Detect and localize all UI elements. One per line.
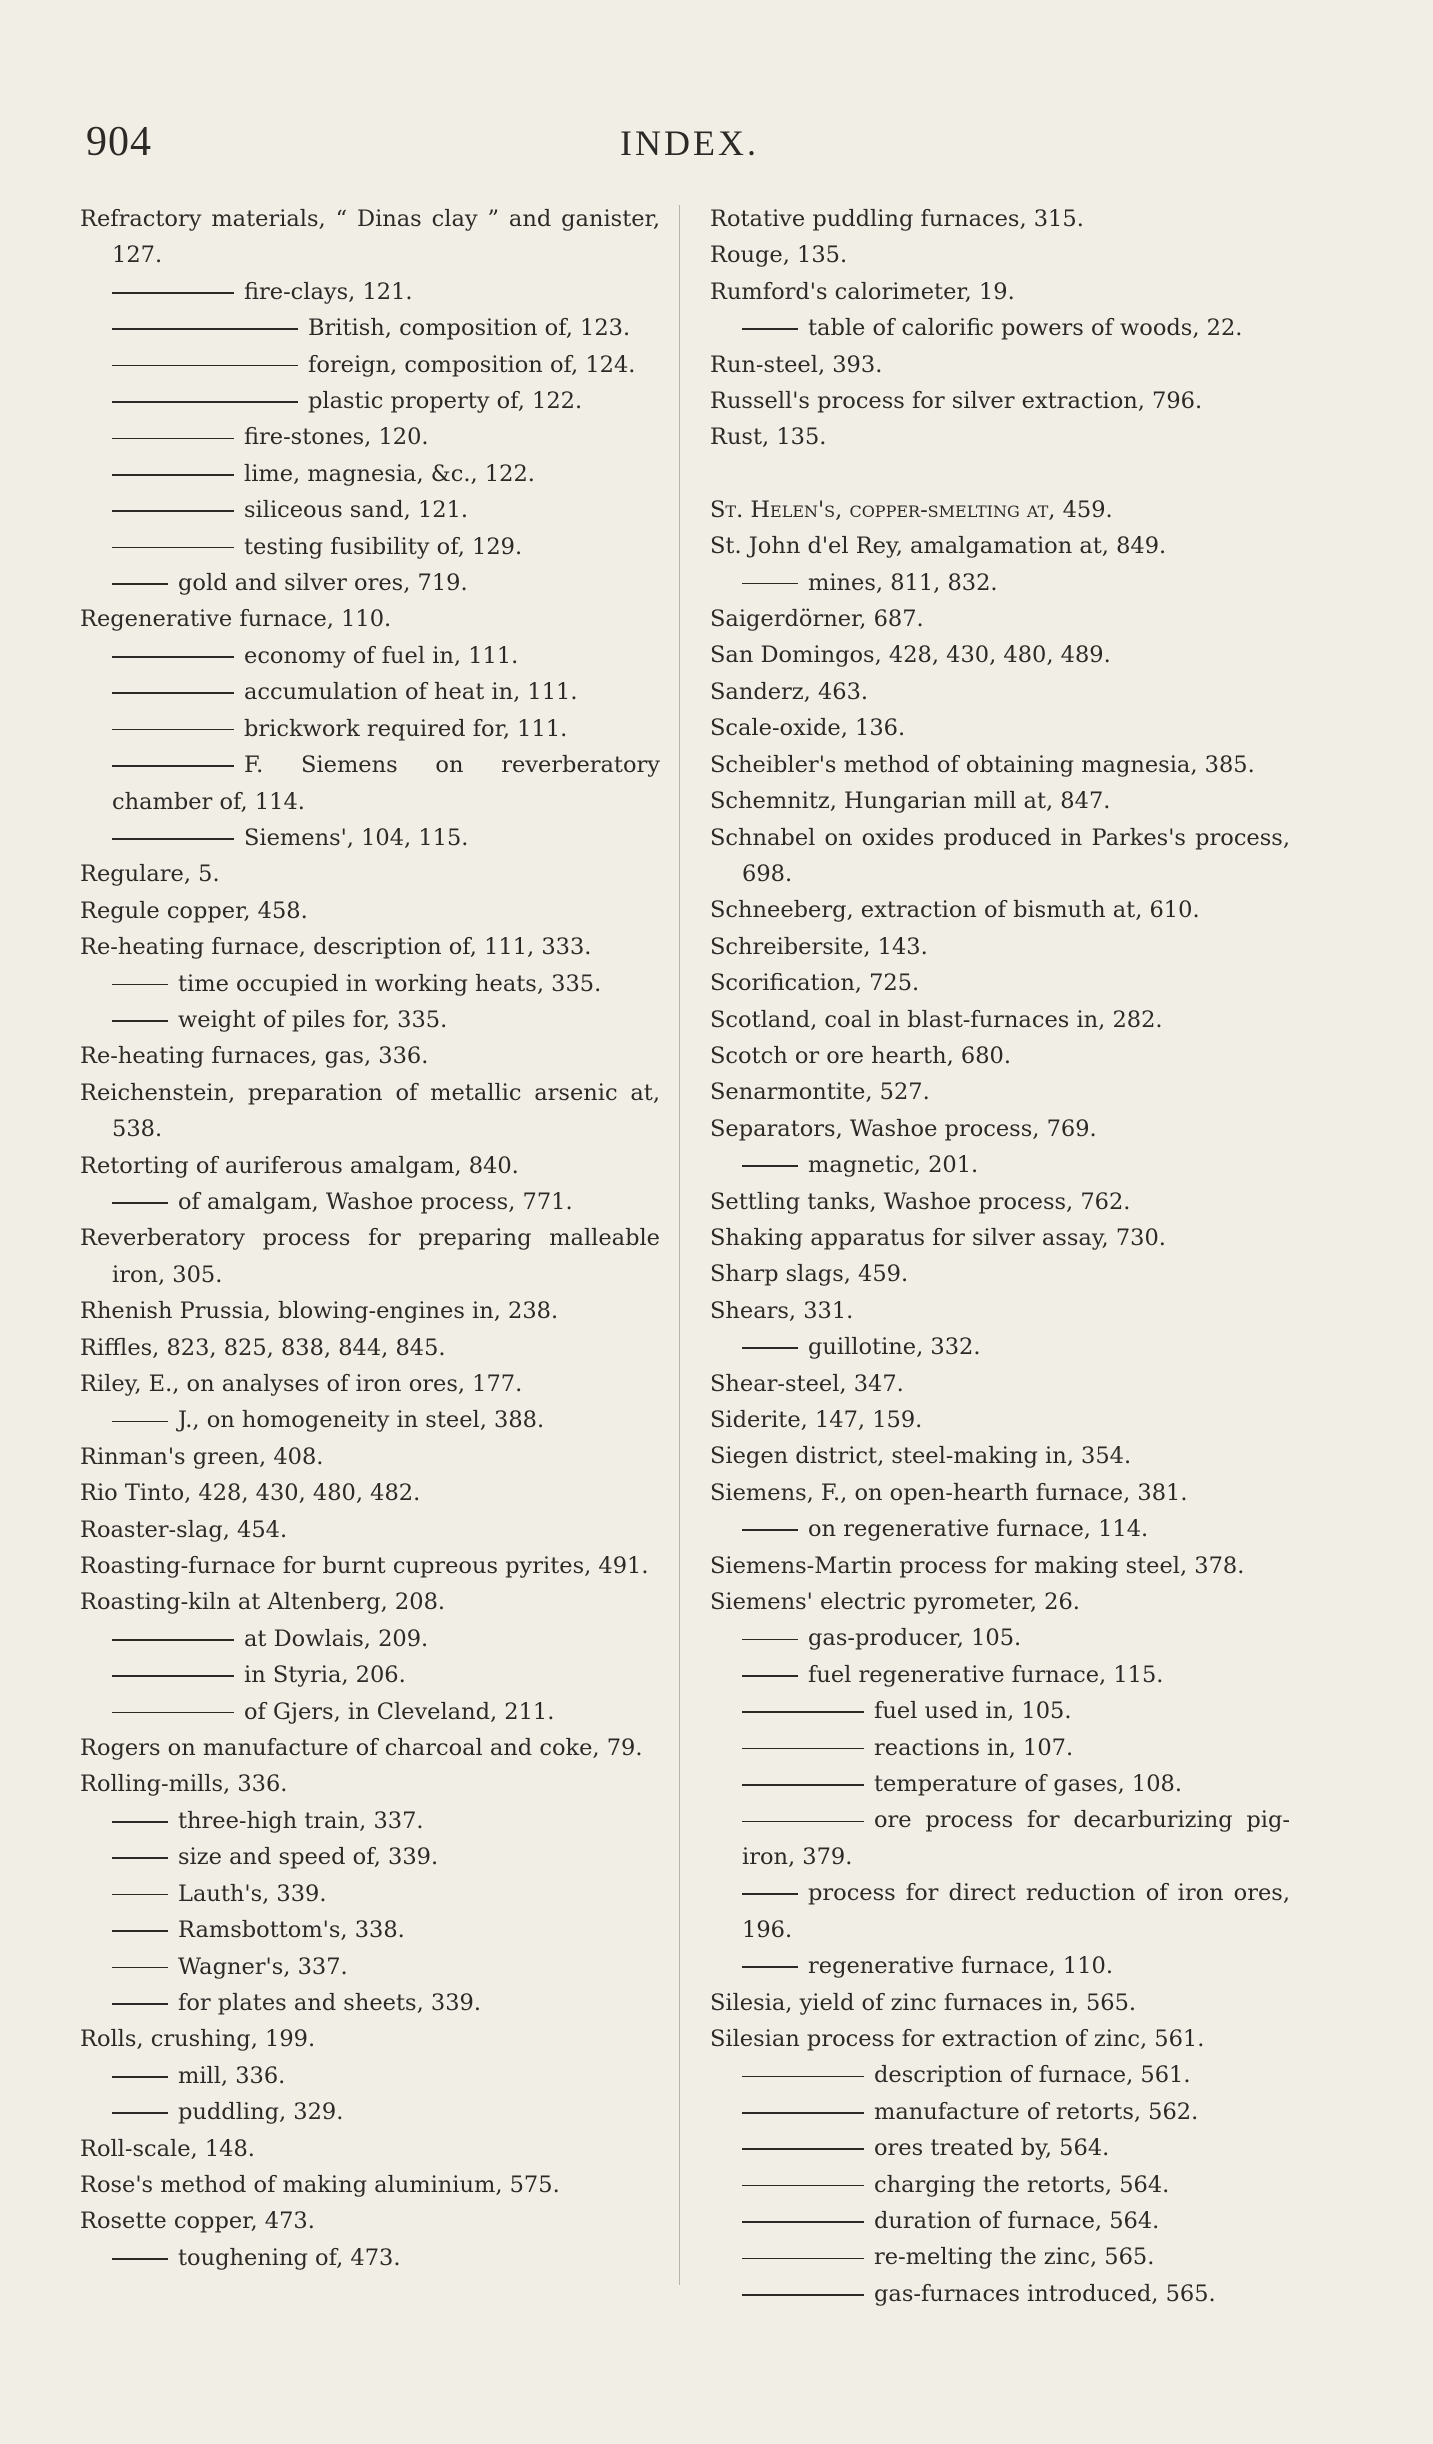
index-subentry [80, 1694, 660, 1730]
index-entry [80, 1366, 660, 1402]
index-subentry [80, 2240, 660, 2276]
index-entry [80, 1475, 660, 1511]
entry-text: magnetic, 201. [808, 1152, 979, 1179]
entry-text: Schemnitz, Hungarian mill at, 847. [710, 788, 1111, 815]
entry-text: Schreibersite, 143. [710, 933, 928, 960]
entry-text: of Gjers, in Cleveland, 211. [244, 1698, 555, 1725]
ditto-dash [742, 1529, 798, 1531]
index-subentry [80, 711, 660, 747]
entry-text: Siderite, 147, 159. [710, 1407, 923, 1433]
entry-text: gold and silver ores, 719. [178, 570, 468, 597]
index-entry [710, 1256, 1290, 1292]
ditto-dash [112, 292, 234, 294]
index-entry [710, 1548, 1290, 1584]
index-entry [80, 2167, 660, 2203]
entry-text: Regenerative furnace, 110. [80, 606, 392, 633]
entry-text: manufacture of retorts, 562. [874, 2098, 1199, 2125]
entry-text: time occupied in working heats, 335. [178, 970, 602, 997]
entry-text: table of calorific powers of woods, 22. [808, 315, 1243, 342]
entry-text: size and speed of, 339. [178, 1844, 439, 1871]
index-subentry [80, 492, 660, 528]
ditto-dash [112, 474, 234, 476]
index-entry [710, 965, 1290, 1001]
ditto-dash [112, 729, 234, 731]
index-subentry [80, 419, 660, 455]
ditto-dash [112, 1639, 234, 1641]
page-title: INDEX. [620, 123, 759, 163]
index-entry [710, 820, 1290, 893]
ditto-dash [742, 1893, 798, 1895]
index-entry [80, 1148, 660, 1184]
index-entry [710, 1584, 1290, 1620]
index-entry [80, 2203, 660, 2239]
index-entry [710, 674, 1290, 710]
index-subentry [710, 1147, 1290, 1183]
ditto-dash [742, 1165, 798, 1167]
index-subentry [80, 1876, 660, 1912]
entry-text: temperature of gases, 108. [874, 1771, 1182, 1798]
entry-text: ore process for decarburizing pig-iron, 379. [742, 1807, 1290, 1870]
index-entry [710, 274, 1290, 310]
index-subentry [710, 1620, 1290, 1656]
entry-text: Roasting-furnace for burnt cupreous pyrites, 491. [80, 1553, 649, 1580]
index-entry [710, 1002, 1290, 1038]
ditto-dash [742, 1639, 798, 1641]
ditto-dash [112, 2003, 168, 2005]
entry-text: Reichenstein, preparation of metallic arsenic at, 538. [80, 1079, 660, 1143]
entry-text: Rotative puddling furnaces, 315. [710, 206, 1084, 232]
entry-text: Saigerdörner, 687. [710, 606, 924, 633]
index-subentry [710, 1511, 1290, 1547]
entry-text: Regulare, 5. [80, 861, 220, 888]
entry-text: Separators, Washoe process, 769. [710, 1115, 1097, 1142]
index-subentry [80, 1621, 660, 1657]
index-entry [710, 1111, 1290, 1147]
ditto-dash [112, 583, 168, 585]
entry-text: accumulation of heat in, 111. [244, 679, 578, 706]
entry-text: siliceous sand, 121. [244, 497, 469, 524]
entry-text: fuel used in, 105. [874, 1698, 1072, 1725]
entry-text: Rose's method of making aluminium, 575. [80, 2171, 560, 2198]
index-entry [80, 1512, 660, 1548]
page-number: 904 [86, 119, 152, 165]
index-subentry [80, 820, 660, 856]
index-entry [710, 1074, 1290, 1110]
entry-text: reactions in, 107. [874, 1734, 1074, 1761]
ditto-dash [742, 583, 798, 585]
entry-text: Run-steel, 393. [710, 351, 883, 378]
entry-text: Lauth's, 339. [178, 1880, 327, 1907]
index-subentry [80, 456, 660, 492]
entry-text: process for direct reduction of iron ores, 196. [742, 1880, 1290, 1943]
index-entry [80, 1584, 660, 1620]
entry-text: Rust, 135. [710, 424, 827, 451]
entry-text: Rogers on manufacture of charcoal and coke, 79. [80, 1735, 643, 1762]
index-entry [710, 1438, 1290, 1474]
entry-text: Scheibler's method of obtaining magnesia, 385. [710, 751, 1255, 778]
index-entry [710, 601, 1290, 637]
index-subentry [80, 674, 660, 710]
ditto-dash [742, 2148, 864, 2150]
column-divider [679, 205, 680, 2285]
ditto-dash [112, 401, 298, 403]
entry-text: Rosette copper, 473. [80, 2208, 315, 2235]
index-subentry [80, 274, 660, 310]
index-entry [80, 1439, 660, 1475]
entry-text: gas-furnaces introduced, 565. [874, 2280, 1216, 2307]
index-subentry [80, 1402, 660, 1438]
ditto-dash [112, 1930, 168, 1932]
ditto-dash [112, 1421, 168, 1423]
entry-text: ores treated by, 564. [874, 2135, 1110, 2162]
entry-text: gas-producer, 105. [808, 1625, 1022, 1652]
entry-text: J., on homogeneity in steel, 388. [178, 1407, 545, 1434]
ditto-dash [112, 1020, 168, 1022]
entry-text: description of furnace, 561. [874, 2062, 1191, 2089]
ditto-dash [112, 1894, 168, 1896]
index-subentry [710, 1948, 1290, 1984]
entry-text: Siemens-Martin process for making steel, 378. [710, 1552, 1245, 1579]
index-entry [80, 1330, 660, 1366]
index-subentry [80, 1657, 660, 1693]
ditto-dash [112, 328, 298, 330]
entry-text: fire-clays, 121. [244, 278, 413, 305]
entry-text: F. Siemens on reverberatory chamber of, 114. [112, 752, 660, 815]
ditto-dash [742, 328, 798, 330]
entry-text: guillotine, 332. [808, 1334, 981, 1361]
entry-text: Scotch or ore hearth, 680. [710, 1042, 1011, 1069]
ditto-dash [112, 438, 234, 440]
ditto-dash [112, 510, 234, 512]
ditto-dash [112, 1675, 234, 1677]
entry-text: of amalgam, Washoe process, 771. [178, 1188, 573, 1215]
ditto-dash [112, 1857, 168, 1859]
index-subentry [80, 383, 660, 419]
index-entry [710, 383, 1290, 419]
entry-text: Scale-oxide, 136. [710, 715, 906, 742]
entry-text: foreign, composition of, 124. [308, 351, 636, 378]
entry-text: Shaking apparatus for silver assay, 730. [710, 1224, 1166, 1251]
entry-text: brickwork required for, 111. [244, 715, 568, 742]
entry-text: Re-heating furnaces, gas, 336. [80, 1043, 429, 1070]
index-subentry [710, 2167, 1290, 2203]
index-subentry [80, 529, 660, 565]
index-entry [710, 1220, 1290, 1256]
entry-text: toughening of, 473. [178, 2244, 401, 2271]
entry-text: three-high train, 337. [178, 1807, 424, 1834]
index-entry [710, 1293, 1290, 1329]
index-subentry [80, 347, 660, 383]
entry-text: Retorting of auriferous amalgam, 840. [80, 1152, 519, 1179]
entry-text: Scotland, coal in blast-furnaces in, 282. [710, 1006, 1163, 1033]
entry-text: charging the retorts, 564. [874, 2171, 1170, 2198]
index-subentry [80, 1803, 660, 1839]
entry-text: Regule copper, 458. [80, 897, 308, 924]
ditto-dash [112, 765, 234, 767]
entry-text: St. John d'el Rey, amalgamation at, 849. [710, 533, 1167, 560]
index-entry [80, 2131, 660, 2167]
index-entry [710, 710, 1290, 746]
index-subentry [710, 1329, 1290, 1365]
entry-text: Rolls, crushing, 199. [80, 2026, 316, 2053]
index-entry [710, 1184, 1290, 1220]
ditto-dash [742, 2221, 864, 2223]
ditto-dash [742, 1347, 798, 1349]
index-entry [710, 2021, 1290, 2057]
index-subentry [80, 1949, 660, 1985]
ditto-dash [742, 1748, 864, 1750]
entry-text: Sanderz, 463. [710, 678, 869, 705]
entry-text: San Domingos, 428, 430, 480, 489. [710, 642, 1111, 669]
entry-text: Rio Tinto, 428, 430, 480, 482. [80, 1480, 421, 1507]
index-subentry [710, 2203, 1290, 2239]
entry-text: testing fusibility of, 129. [244, 533, 523, 560]
index-subentry [80, 2094, 660, 2130]
index-column-right [710, 201, 1290, 2312]
ditto-dash [112, 984, 168, 986]
index-subentry [80, 1985, 660, 2021]
index-subentry [80, 1002, 660, 1038]
index-subentry [710, 1766, 1290, 1802]
entry-text: puddling, 329. [178, 2099, 344, 2126]
index-entry [80, 856, 660, 892]
index-entry [710, 492, 1290, 528]
ditto-dash [742, 2076, 864, 2078]
entry-text: Ramsbottom's, 338. [178, 1917, 405, 1944]
entry-text: in Styria, 206. [244, 1662, 406, 1689]
entry-text: Rouge, 135. [710, 242, 848, 269]
ditto-dash [742, 1821, 864, 1823]
entry-text: Sharp slags, 459. [710, 1261, 909, 1288]
index-subentry [80, 1839, 660, 1875]
index-entry [80, 929, 660, 965]
entry-text: Rolling-mills, 336. [80, 1771, 288, 1798]
entry-text: Schneeberg, extraction of bismuth at, 610. [710, 897, 1200, 924]
index-subentry [80, 565, 660, 601]
index-entry [710, 528, 1290, 564]
index-subentry [710, 2276, 1290, 2312]
ditto-dash [112, 365, 298, 367]
entry-text: Siemens, F., on open-hearth furnace, 381. [710, 1479, 1188, 1506]
entry-text: Settling tanks, Washoe process, 762. [710, 1188, 1131, 1215]
entry-text: Scorification, 725. [710, 970, 920, 997]
entry-text: Wagner's, 337. [178, 1953, 348, 1980]
index-entry [710, 1366, 1290, 1402]
index-entry [710, 637, 1290, 673]
ditto-dash [742, 2294, 864, 2296]
ditto-dash [112, 1202, 168, 1204]
ditto-dash [742, 2112, 864, 2114]
entry-text: plastic property of, 122. [308, 388, 583, 415]
ditto-dash [112, 2258, 168, 2260]
entry-text: Roasting-kiln at Altenberg, 208. [80, 1589, 446, 1616]
index-subentry [80, 966, 660, 1002]
index-subentry [710, 1657, 1290, 1693]
index-subentry [710, 2094, 1290, 2130]
ditto-dash [112, 838, 234, 840]
entry-text: St. Helen's, copper-smelting at, 459. [710, 496, 1113, 523]
entry-text: Riffles, 823, 825, 838, 844, 845. [80, 1334, 446, 1361]
entry-text: Shear-steel, 347. [710, 1370, 904, 1397]
entry-text: at Dowlais, 209. [244, 1625, 429, 1652]
ditto-dash [112, 2076, 168, 2078]
page-header [0, 118, 1433, 174]
index-entry [80, 201, 660, 274]
entry-text: lime, magnesia, &c., 122. [244, 460, 535, 487]
entry-text: Rhenish Prussia, blowing-engines in, 238. [80, 1298, 559, 1325]
entry-text: Rinman's green, 408. [80, 1443, 324, 1470]
entry-text: re-melting the zinc, 565. [874, 2244, 1155, 2271]
entry-text: mines, 811, 832. [808, 569, 998, 596]
index-subentry [710, 565, 1290, 601]
index-entry [710, 892, 1290, 928]
index-entry [80, 1220, 660, 1293]
entry-text: Reverberatory process for preparing malleable iron, 305. [80, 1225, 660, 1288]
index-entry [710, 201, 1290, 237]
index-entry [710, 1985, 1290, 2021]
entry-text: mill, 336. [178, 2062, 286, 2089]
index-subentry [710, 310, 1290, 346]
index-subentry [710, 2239, 1290, 2275]
index-entry [710, 783, 1290, 819]
index-entry [80, 1766, 660, 1802]
ditto-dash [742, 2258, 864, 2260]
entry-text: Re-heating furnace, description of, 111, 333. [80, 934, 592, 961]
ditto-dash [742, 1675, 798, 1677]
index-entry [80, 1548, 660, 1584]
index-subentry [710, 1802, 1290, 1875]
entry-text: Russell's process for silver extraction, 796. [710, 388, 1203, 415]
entry-text: on regenerative furnace, 114. [808, 1516, 1149, 1543]
ditto-dash [742, 1966, 798, 1968]
entry-text: Silesian process for extraction of zinc, 561. [710, 2025, 1205, 2052]
index-subentry [710, 1693, 1290, 1729]
index-entry [710, 419, 1290, 455]
index-entry [710, 237, 1290, 273]
index-subentry [710, 2130, 1290, 2166]
index-subentry [710, 1730, 1290, 1766]
ditto-dash [112, 1712, 234, 1714]
entry-text: Schnabel on oxides produced in Parkes's process, 698. [710, 824, 1290, 887]
index-entry [710, 747, 1290, 783]
entry-text: weight of piles for, 335. [178, 1006, 448, 1033]
index-entry [710, 1402, 1290, 1438]
entry-text: Refractory materials, “ Dinas clay ” and ganister, 127. [80, 206, 660, 269]
ditto-dash [112, 547, 234, 549]
entry-text: Rumford's calorimeter, 19. [710, 278, 1015, 305]
index-entry [80, 1075, 660, 1148]
ditto-dash [112, 2112, 168, 2114]
index-entry [710, 1475, 1290, 1511]
index-entry [80, 1038, 660, 1074]
ditto-dash [112, 1967, 168, 1969]
entry-text: Roaster-slag, 454. [80, 1516, 288, 1543]
ditto-dash [112, 656, 234, 658]
index-subentry [80, 1912, 660, 1948]
index-subentry [710, 2057, 1290, 2093]
entry-text: Silesia, yield of zinc furnaces in, 565. [710, 1989, 1137, 2016]
index-entry [80, 2021, 660, 2057]
entry-text: Siemens' electric pyrometer, 26. [710, 1589, 1080, 1616]
index-entry [80, 1730, 660, 1766]
entry-text: duration of furnace, 564. [874, 2207, 1160, 2234]
entry-text: Siemens', 104, 115. [244, 824, 469, 851]
entry-text: British, composition of, 123. [308, 315, 631, 342]
index-subentry [80, 638, 660, 674]
entry-text: regenerative furnace, 110. [808, 1953, 1113, 1980]
index-subentry [80, 1184, 660, 1220]
index-subentry [80, 2058, 660, 2094]
index-column-left [80, 201, 660, 2276]
ditto-dash [112, 1821, 168, 1823]
index-entry [710, 1038, 1290, 1074]
index-entry [80, 601, 660, 637]
entry-text: for plates and sheets, 339. [178, 1989, 481, 2016]
index-subentry [710, 1875, 1290, 1948]
ditto-dash [742, 2185, 864, 2187]
entry-text: Siegen district, steel-making in, 354. [710, 1443, 1132, 1470]
index-subentry [80, 747, 660, 820]
entry-text: fuel regenerative furnace, 115. [808, 1661, 1164, 1688]
index-entry [710, 347, 1290, 383]
ditto-dash [112, 692, 234, 694]
entry-text: Shears, 331. [710, 1297, 854, 1324]
index-entry [710, 929, 1290, 965]
entry-text: economy of fuel in, 111. [244, 642, 519, 669]
ditto-dash [742, 1711, 864, 1713]
index-entry [80, 893, 660, 929]
entry-text: fire-stones, 120. [244, 424, 429, 451]
entry-text: Riley, E., on analyses of iron ores, 177. [80, 1371, 523, 1397]
entry-text: Roll-scale, 148. [80, 2135, 255, 2162]
index-entry [80, 1293, 660, 1329]
ditto-dash [742, 1784, 864, 1786]
index-subentry [80, 310, 660, 346]
entry-text: Senarmontite, 527. [710, 1079, 930, 1106]
